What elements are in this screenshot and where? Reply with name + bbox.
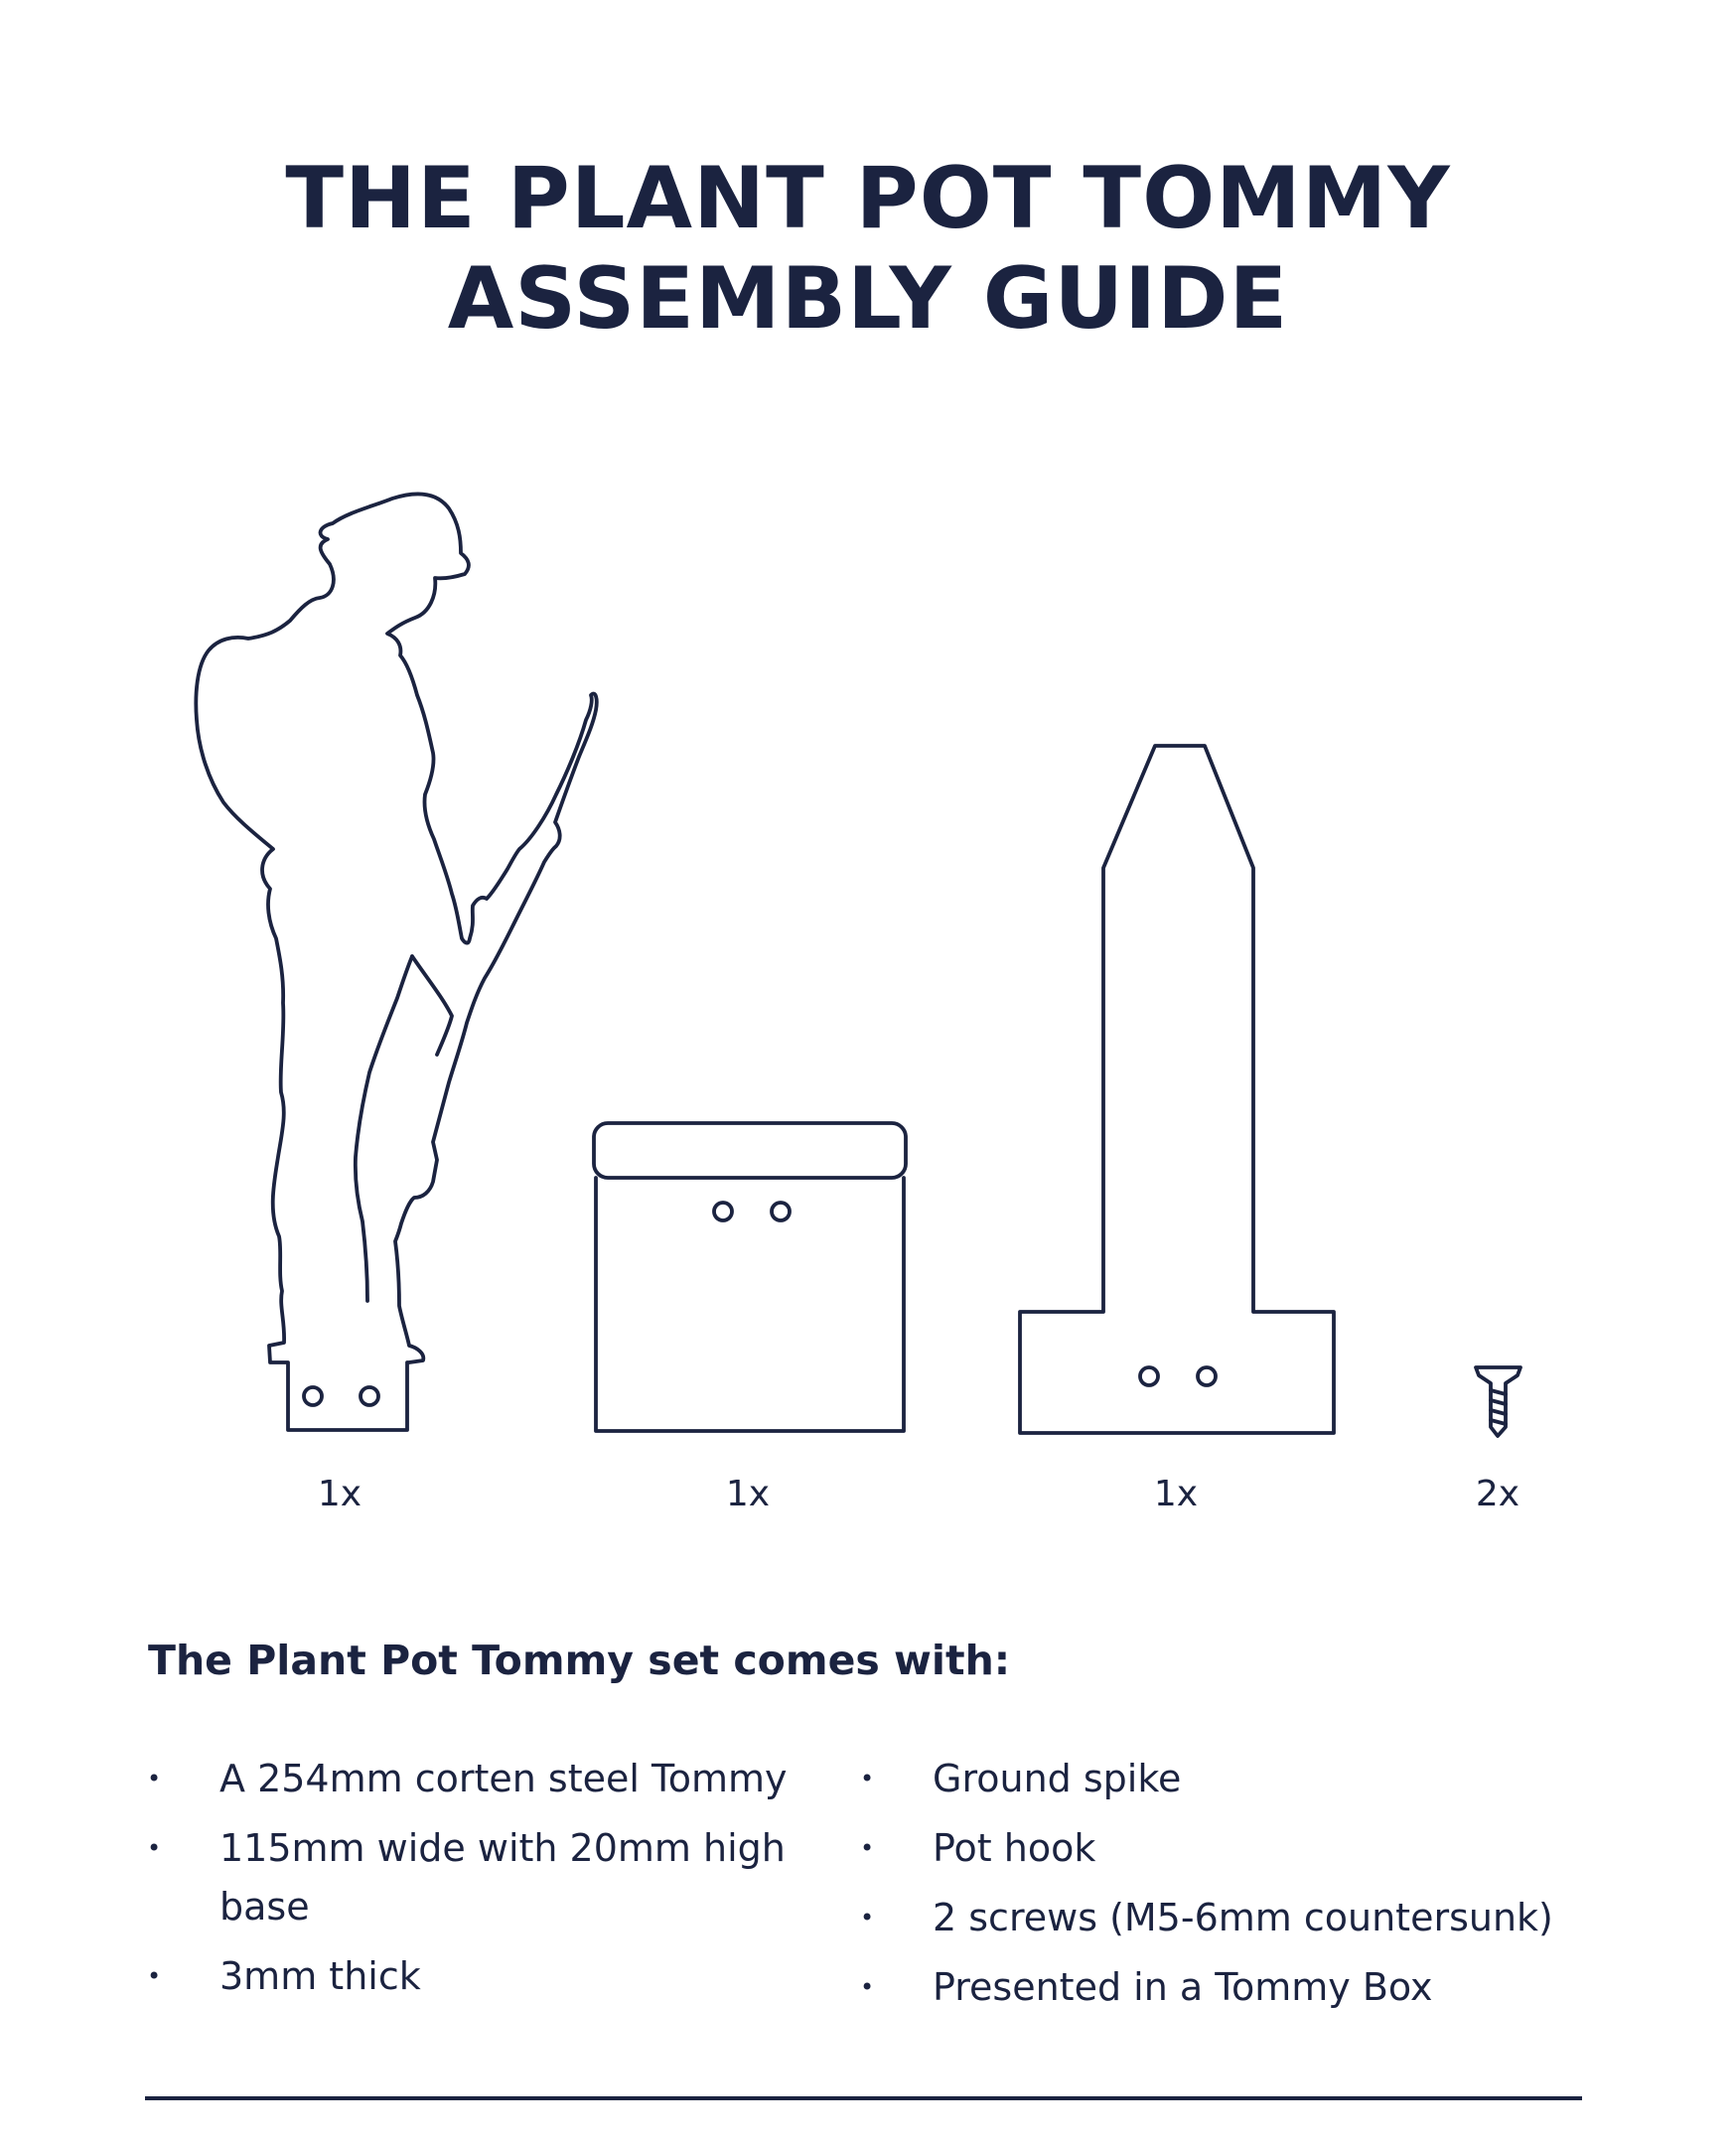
- list-item: • Pot hook: [860, 1819, 1595, 1878]
- list-item: • 115mm wide with 20mm high base: [147, 1819, 822, 1936]
- set-contents-list-left: [147, 1750, 822, 2017]
- set-contents-heading: The Plant Pot Tommy set comes with:: [148, 1637, 1011, 1684]
- bottom-divider: [145, 2096, 1582, 2100]
- pot-hook-icon: [594, 1123, 906, 1431]
- list-item: • Presented in a Tommy Box: [860, 1958, 1595, 2017]
- pot-hook-quantity: 1x: [725, 1474, 771, 1514]
- list-item: • Ground spike: [860, 1750, 1595, 1808]
- list-item: • 2 screws (M5-6mm countersunk): [860, 1889, 1595, 1947]
- list-item: • A 254mm corten steel Tommy: [147, 1750, 822, 1808]
- soldier-silhouette-icon: [196, 494, 596, 1430]
- title-line-2: ASSEMBLY GUIDE: [447, 249, 1289, 349]
- list-item: • 3mm thick: [147, 1947, 822, 2006]
- tommy-quantity: 1x: [317, 1474, 362, 1514]
- screw-icon: [1476, 1367, 1520, 1436]
- ground-spike-quantity: 1x: [1153, 1474, 1199, 1514]
- screw-quantity: 2x: [1475, 1474, 1520, 1514]
- ground-spike-icon: [1020, 746, 1334, 1433]
- title-line-1: THE PLANT POT TOMMY: [285, 149, 1451, 248]
- set-contents-list-right: [860, 1750, 1595, 2028]
